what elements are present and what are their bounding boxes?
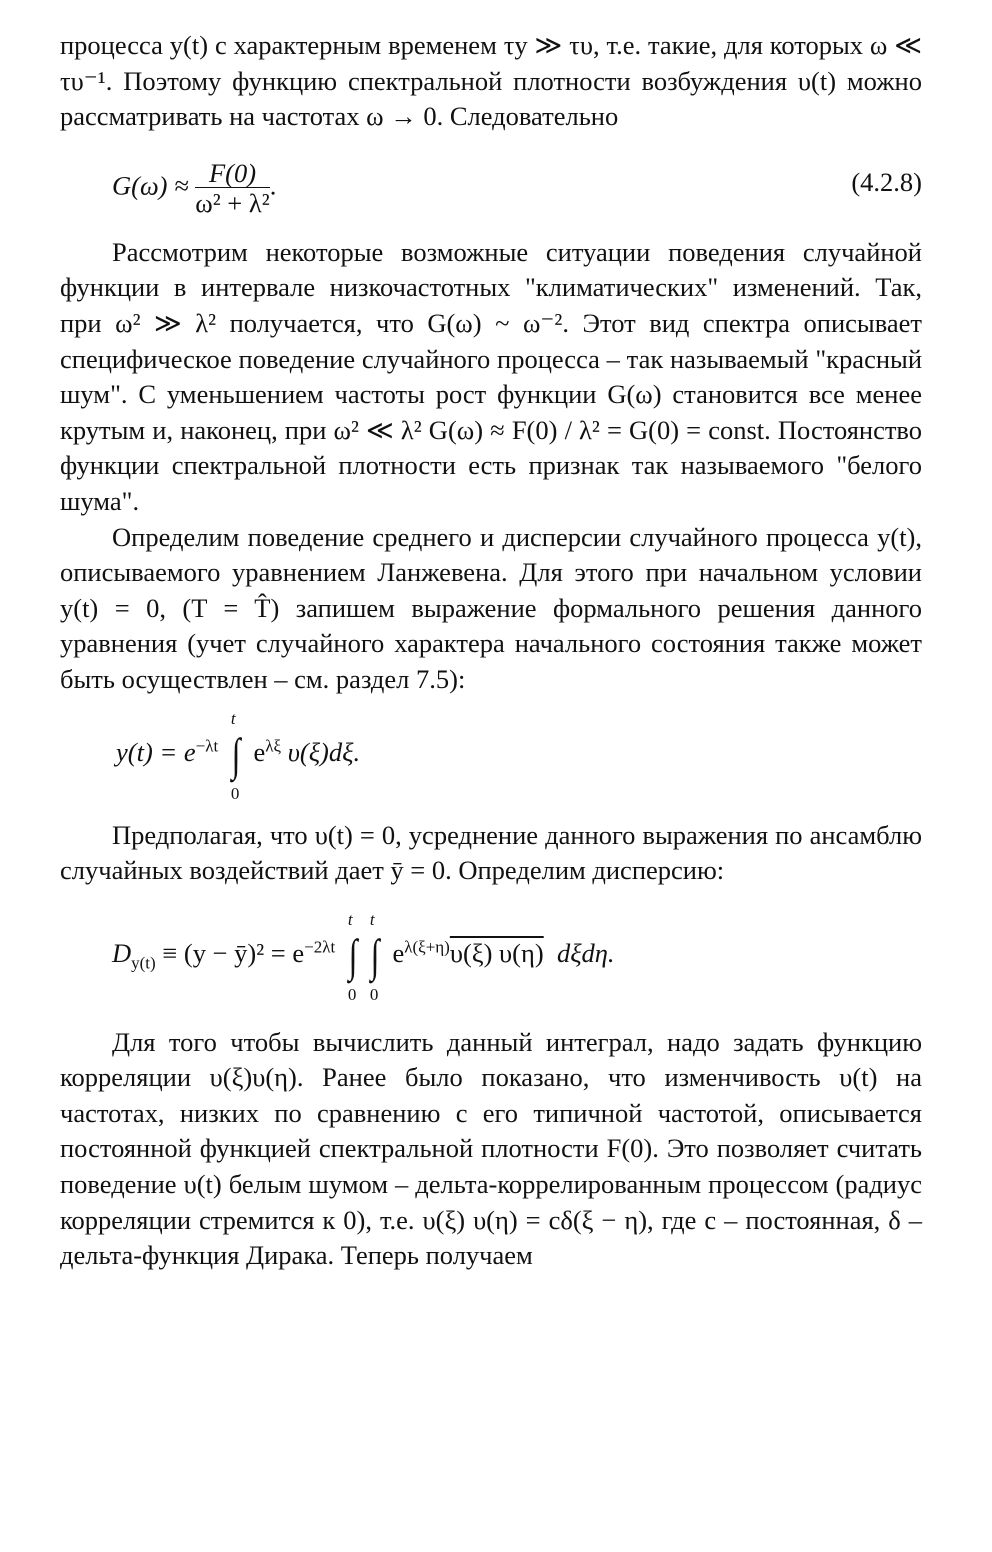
eq1-numerator: F(0) [195,159,269,188]
eq1-fraction [195,159,269,218]
eq1-denominator: ω² + λ² [195,187,270,218]
eq3-integrand: e [392,937,405,968]
eq2-exp: −λt [195,735,219,755]
eq1-lhs: G(ω) ≈ [112,170,189,201]
eq3-upper-limit-1: t [347,909,353,929]
eq2-lower-limit: 0 [230,783,240,803]
equation-dispersion [60,889,922,1017]
paragraph-1: процесса y(t) с характерным временем τy ≫ τυ, т.е. такие, для которых ω ≪ τυ⁻¹. Поэтому функцию спектральной плотности возбуждения υ(t) можно рассматривать на частотах ω → 0. Следовательно [60,30,922,132]
eq3-tail: dξdη. [556,937,615,968]
eq3-lower-limit-2: 0 [369,984,379,1004]
eq3-exp: −2λt [304,936,336,956]
eq3-lhs: D [112,937,132,968]
paragraph-3: Определим поведение среднего и дисперсии случайного процесса y(t), описываемого уравнением Ланжевена. Для этого при начальном условии y(t) = 0, (T = T̂) запишем выражение формального решения данного уравнения (учет случайного характера начального состояния также может быть осуществлен – см. раздел 7.5): [60,521,922,694]
paragraph-2: Рассмотрим некоторые возможные ситуации поведения случайной функции в интервале низкочастотных "климатических" изменений. Так, при ω² ≫ λ² получается, что G(ω) ~ ω⁻². Этот вид спектра описывает специфическое поведение случайного процесса – так называемый "красный шум". С уменьшением частоты рост функции G(ω) становится все менее крутым и, наконец, при ω² ≪ λ² G(ω) ≈ F(0) / λ² = G(0) = const. Постоянство функции спектральной плотности есть признак так называемого "белого шума". [60,236,922,516]
eq3-upper-limit-2: t [369,909,375,929]
eq3-integrand-exp: λ(ξ+η) [404,936,450,956]
eq3-lower-limit-1: 0 [347,984,357,1004]
integral-sign: t ∫ 0 [230,708,241,803]
paragraph-4: Предполагая, что υ(t) = 0, усреднение данного выражения по ансамблю случайных воздействий дает ȳ = 0. Определим дисперсию: [60,819,922,886]
equation-4-2-8 [60,145,922,225]
eq1-tail: . [269,170,277,201]
eq3-mid: ≡ (y − ȳ)² = e [162,937,305,968]
equation-number: (4.2.8) [851,166,922,197]
eq3-lhs-sub: y(t) [131,953,156,973]
eq2-lhs: y(t) = e [116,736,196,767]
eq2-integrand-exp: λξ [265,735,282,755]
double-integral-sign-2: t ∫ 0 [369,909,380,1004]
eq2-tail: υ(ξ)dξ. [281,736,361,767]
eq3-correlation: υ(ξ) υ(η) [449,937,544,968]
equation-solution [60,698,922,810]
paragraph-5: Для того чтобы вычислить данный интеграл, надо задать функцию корреляции υ(ξ)υ(η). Ранее было показано, что изменчивость υ(t) на частотах, низких по сравнению с его типичной частотой, описывается постоянной функцией спектральной плотности F(0). Это позволяет считать поведение υ(t) белым шумом – дельта-коррелированным процессом (радиус корреляции стремится к 0), т.е. υ(ξ) υ(η) = cδ(ξ − η), где c – постоянная, δ – дельта-функция Дирака. Теперь получаем [60,1026,922,1271]
eq2-upper-limit: t [230,708,236,728]
page-text [60,28,922,1274]
double-integral-sign-1: t ∫ 0 [347,909,358,1004]
eq2-integrand: e [253,736,266,767]
